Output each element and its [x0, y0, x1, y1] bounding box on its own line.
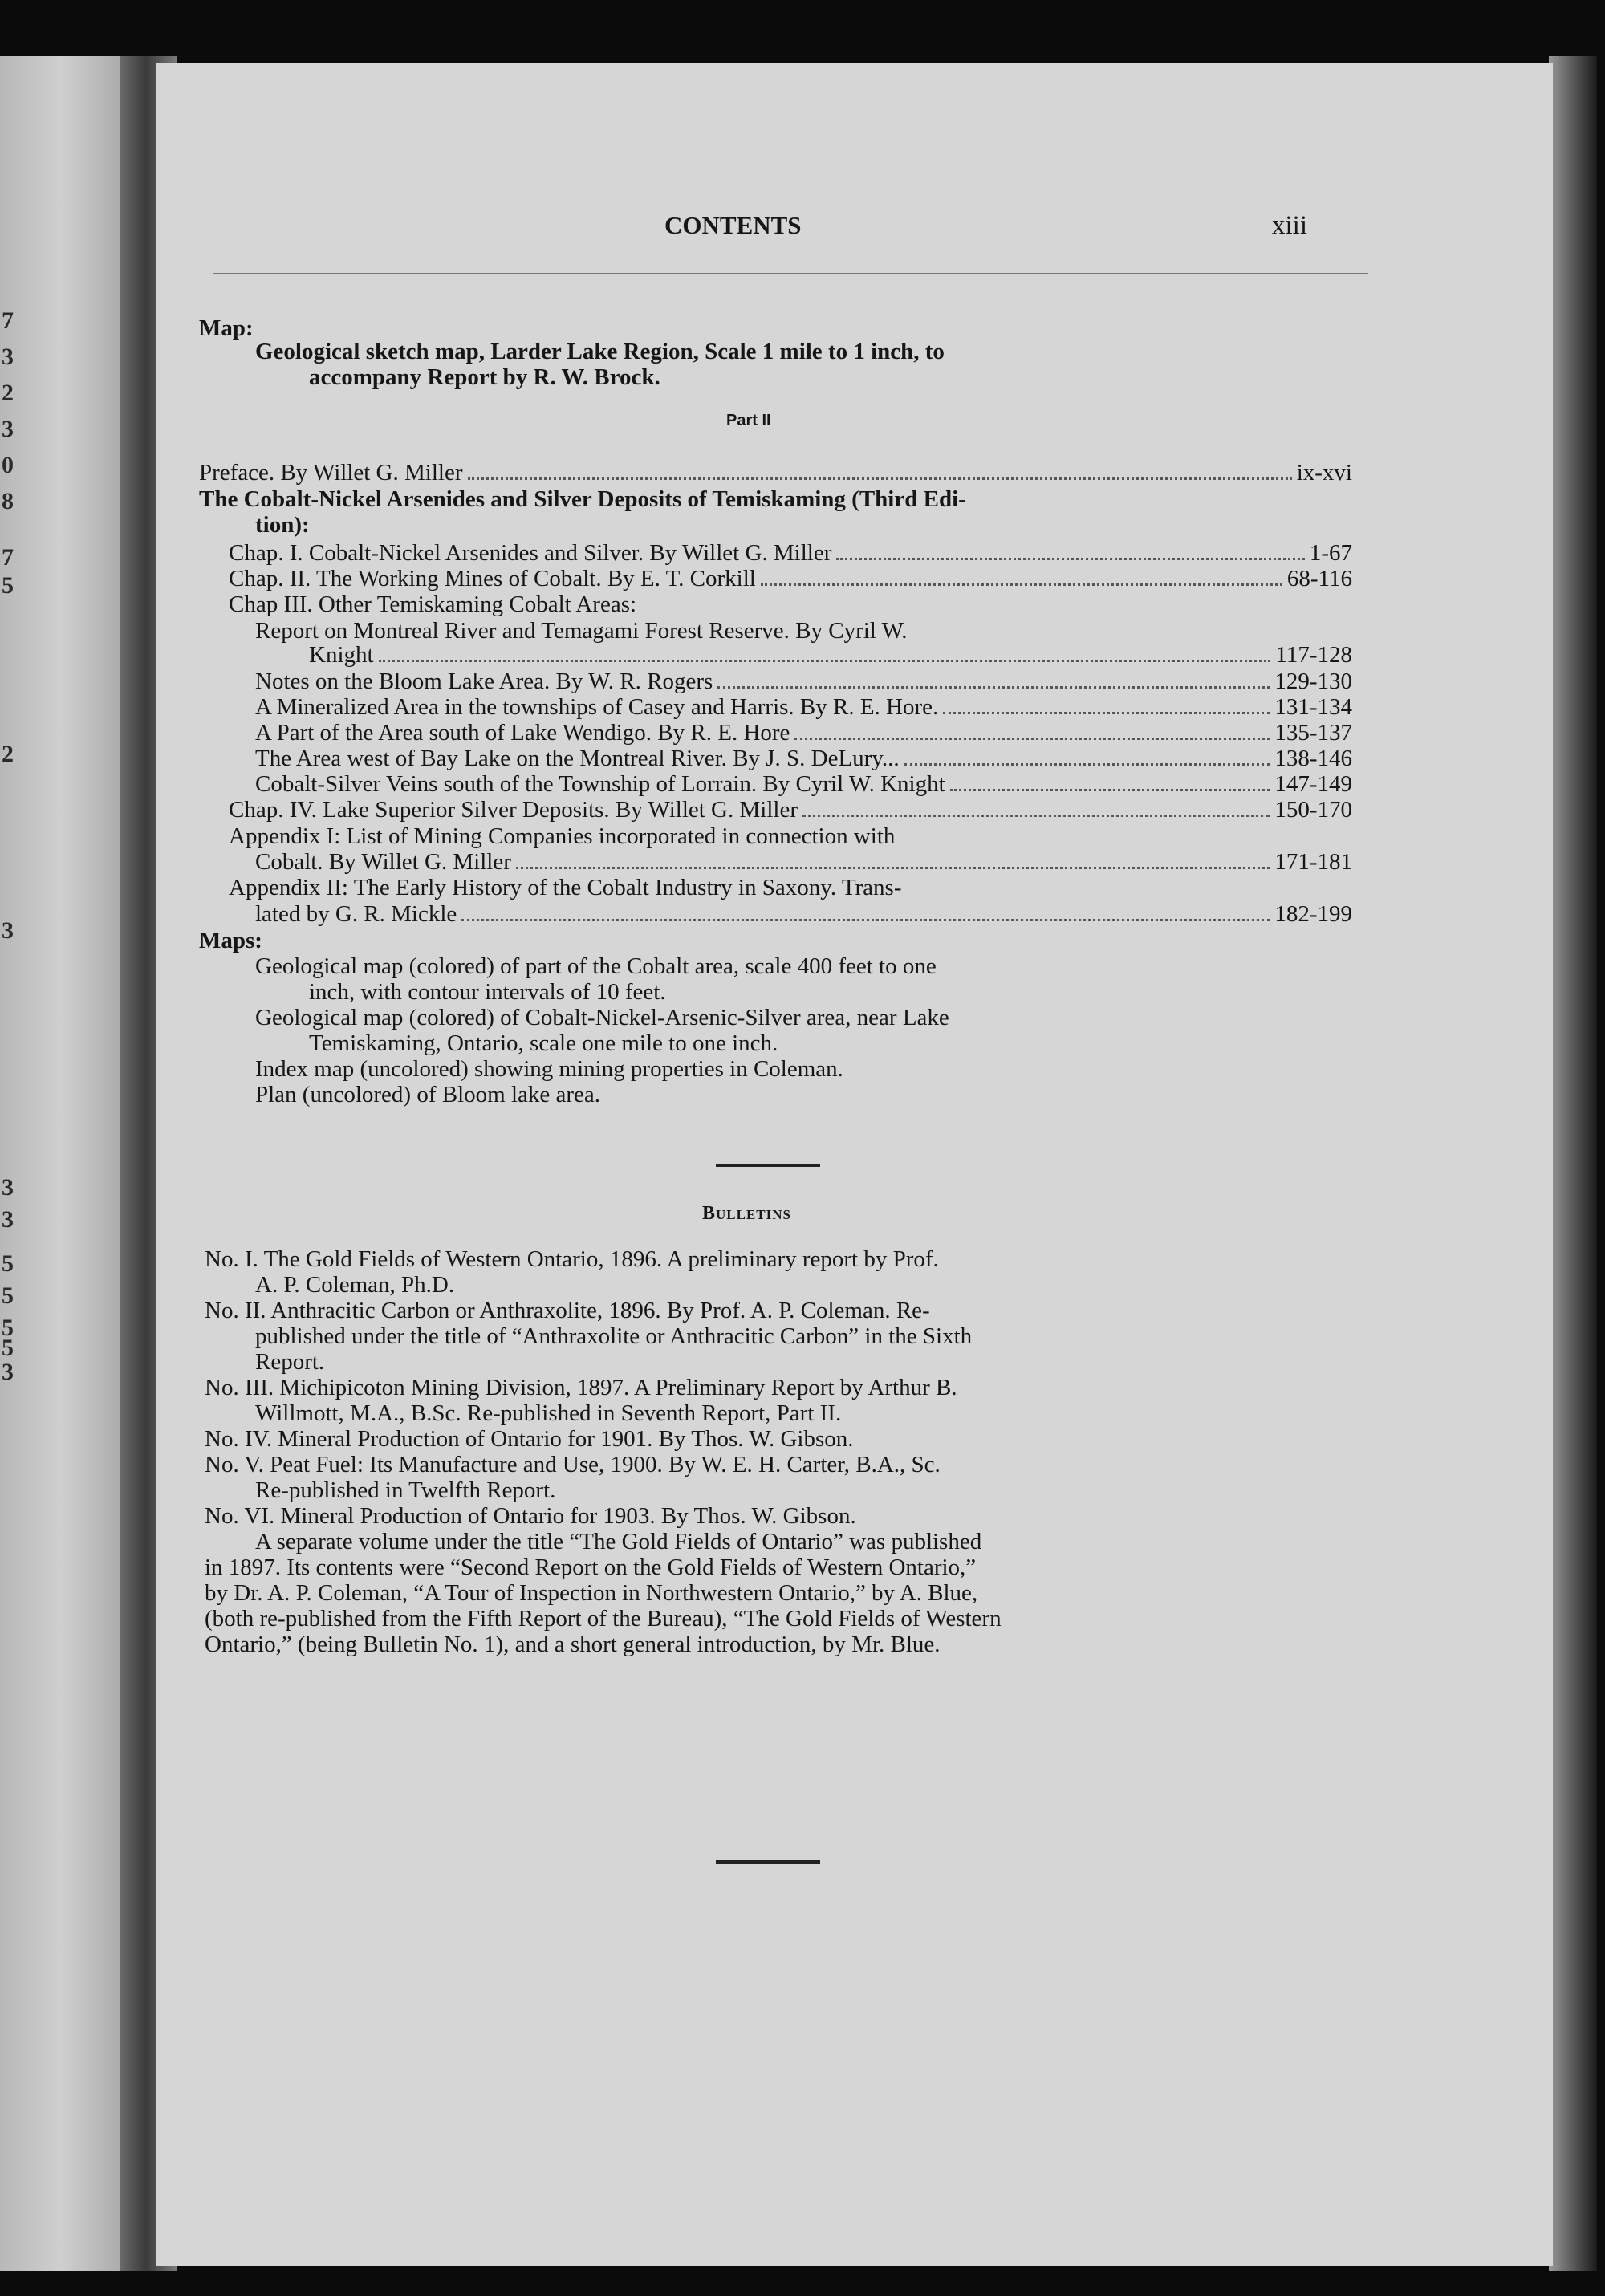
header-rule [213, 273, 1368, 274]
toc-entry [255, 746, 1352, 772]
maps-line: Geological map (colored) of part of the Cobalt area, scale 400 feet to one [255, 953, 937, 979]
bulletin-line: published under the title of “Anthraxolite or Anthracitic Carbon” in the Sixth [255, 1323, 973, 1349]
toc-entry-title: Chap. II. The Working Mines of Cobalt. By E. T. Corkill [229, 566, 756, 591]
toc-entry [229, 797, 1352, 823]
margin-digit: 8 [2, 488, 14, 514]
toc-leader [794, 738, 1270, 740]
map-line-1: Geological sketch map, Larder Lake Region, Scale 1 mile to 1 inch, to [255, 339, 945, 364]
toc-entry-continuation: Cobalt. By Willet G. Miller [255, 849, 511, 875]
toc-entry-title: A Part of the Area south of Lake Wendigo. By R. E. Hore [255, 720, 790, 746]
paragraph-line: (both re-published from the Fifth Report of the Bureau), “The Gold Fields of Western [205, 1606, 1002, 1632]
toc-leader [836, 558, 1304, 560]
bulletin-line: No. VI. Mineral Production of Ontario for 1903. By Thos. W. Gibson. [205, 1503, 856, 1529]
part-heading: Part II [726, 412, 771, 429]
toc-entry-title: Appendix II: The Early History of the Cobalt Industry in Saxony. Trans- [229, 875, 902, 900]
toc-entry [199, 460, 1352, 486]
margin-digit: 2 [2, 380, 14, 406]
toc-leader [461, 919, 1270, 921]
toc-entry [229, 566, 1352, 592]
maps-heading: Maps: [199, 928, 262, 953]
bulletin-line: No. IV. Mineral Production of Ontario for 1901. By Thos. W. Gibson. [205, 1426, 854, 1452]
bulletin-line: No. III. Michipicoton Mining Division, 1897. A Preliminary Report by Arthur B. [205, 1375, 957, 1400]
maps-line: Plan (uncolored) of Bloom lake area. [255, 1082, 601, 1107]
toc-entry-page: 147-149 [1274, 771, 1352, 797]
map-line-2: accompany Report by R. W. Brock. [309, 364, 660, 390]
margin-digit: 5 [2, 572, 14, 599]
margin-digit: 3 [2, 1206, 14, 1233]
toc-entry [229, 540, 1352, 567]
toc-entry-page: 182-199 [1274, 901, 1352, 927]
toc-entry-page: ix-xvi [1296, 460, 1352, 486]
margin-digit: 3 [2, 1174, 14, 1201]
toc-leader [468, 477, 1292, 480]
paragraph-line: by Dr. A. P. Coleman, “A Tour of Inspection in Northwestern Ontario,” by A. Blue, [205, 1580, 978, 1606]
toc-entry-page: 150-170 [1274, 797, 1352, 823]
margin-digit: 3 [2, 343, 14, 370]
toc-entry-page: 131-134 [1274, 694, 1352, 720]
toc-leader [943, 712, 1270, 714]
toc-entry-title: Cobalt-Silver Veins south of the Township of Lorrain. By Cyril W. Knight [255, 771, 945, 797]
toc-entry-page: 171-181 [1274, 849, 1352, 875]
bulletin-line: A. P. Coleman, Ph.D. [255, 1272, 455, 1298]
toc-entry [255, 694, 1352, 721]
toc-entry-title: A Mineralized Area in the townships of Casey and Harris. By R. E. Hore. [255, 694, 939, 720]
end-divider [716, 1860, 820, 1864]
toc-entry [255, 849, 1352, 876]
toc-entry [255, 720, 1352, 746]
toc-entry-page: 129-130 [1274, 668, 1352, 694]
toc-entry [255, 901, 1352, 928]
margin-digit: 7 [2, 307, 14, 334]
toc-leader [516, 867, 1270, 869]
toc-entry-page: 68-116 [1286, 566, 1352, 591]
toc-entry-title: The Cobalt-Nickel Arsenides and Silver Deposits of Temiskaming (Third Edi- [199, 486, 966, 512]
map-heading: Map: [199, 315, 254, 341]
toc-leader [379, 660, 1271, 662]
contents-page [156, 63, 1553, 2266]
toc-entry-title: Appendix I: List of Mining Companies incorporated in connection with [229, 823, 896, 849]
toc-entry-title: The Area west of Bay Lake on the Montreal River. By J. S. DeLury... [255, 746, 900, 771]
paragraph-line: Ontario,” (being Bulletin No. 1), and a short general introduction, by Mr. Blue. [205, 1632, 941, 1657]
margin-digit: 0 [2, 452, 14, 478]
toc-entry-title: Chap. IV. Lake Superior Silver Deposits. By Willet G. Miller [229, 797, 798, 823]
toc-entry-page: 135-137 [1274, 720, 1352, 746]
running-head: CONTENTS [664, 211, 802, 239]
bulletin-line: Re-published in Twelfth Report. [255, 1477, 556, 1503]
toc-entry-title: Chap. I. Cobalt-Nickel Arsenides and Silver. By Willet G. Miller [229, 540, 832, 566]
toc-entry-continuation: Knight [309, 642, 374, 668]
bulletins-heading: Bulletins [702, 1203, 791, 1224]
toc-entry-title: Chap III. Other Temiskaming Cobalt Areas: [229, 591, 637, 617]
toc-entry-page: 138-146 [1274, 746, 1352, 771]
page-number: xiii [1272, 211, 1308, 240]
paragraph-line: in 1897. Its contents were “Second Report on the Gold Fields of Western Ontario,” [205, 1554, 977, 1580]
toc-entry-title: Preface. By Willet G. Miller [199, 460, 463, 486]
toc-entry [255, 668, 1352, 695]
toc-leader [717, 686, 1270, 689]
toc-entry-page: 1-67 [1309, 540, 1352, 566]
margin-digit: 3 [2, 1359, 14, 1385]
toc-leader [904, 763, 1270, 766]
maps-line: inch, with contour intervals of 10 feet. [309, 979, 666, 1005]
bulletin-line: Report. [255, 1349, 325, 1375]
toc-entry-continuation: lated by G. R. Mickle [255, 901, 457, 927]
toc-entry-title: Notes on the Bloom Lake Area. By W. R. Rogers [255, 668, 713, 694]
margin-digit: 7 [2, 544, 14, 571]
margin-digit: 5 [2, 1315, 14, 1341]
toc-entry-page: 117-128 [1275, 642, 1352, 668]
margin-digit: 3 [2, 416, 14, 442]
section-divider [716, 1164, 820, 1167]
page-edge-shadow [1549, 56, 1597, 2271]
paragraph-line: A separate volume under the title “The Gold Fields of Ontario” was published [255, 1529, 982, 1554]
maps-line: Geological map (colored) of Cobalt-Nickel-Arsenic-Silver area, near Lake [255, 1005, 949, 1030]
maps-line: Temiskaming, Ontario, scale one mile to one inch. [309, 1030, 778, 1056]
toc-entry-title: Report on Montreal River and Temagami Forest Reserve. By Cyril W. [255, 618, 908, 644]
margin-digit: 5 [2, 1250, 14, 1277]
margin-digit: 5 [2, 1335, 14, 1361]
toc-entry [255, 771, 1352, 798]
toc-leader [761, 583, 1282, 586]
toc-leader [950, 789, 1270, 791]
margin-digit: 3 [2, 917, 14, 944]
toc-leader [802, 815, 1270, 817]
bulletin-line: No. II. Anthracitic Carbon or Anthraxolite, 1896. By Prof. A. P. Coleman. Re- [205, 1298, 930, 1323]
maps-line: Index map (uncolored) showing mining properties in Coleman. [255, 1056, 843, 1082]
toc-entry [309, 642, 1352, 668]
margin-digit: 5 [2, 1282, 14, 1309]
margin-digit: 2 [2, 741, 14, 767]
bulletin-line: No. I. The Gold Fields of Western Ontario, 1896. A preliminary report by Prof. [205, 1246, 939, 1272]
toc-entry-continuation: tion): [255, 512, 310, 538]
bulletin-line: Willmott, M.A., B.Sc. Re-published in Seventh Report, Part II. [255, 1400, 842, 1426]
bulletin-line: No. V. Peat Fuel: Its Manufacture and Use, 1900. By W. E. H. Carter, B.A., Sc. [205, 1452, 941, 1477]
